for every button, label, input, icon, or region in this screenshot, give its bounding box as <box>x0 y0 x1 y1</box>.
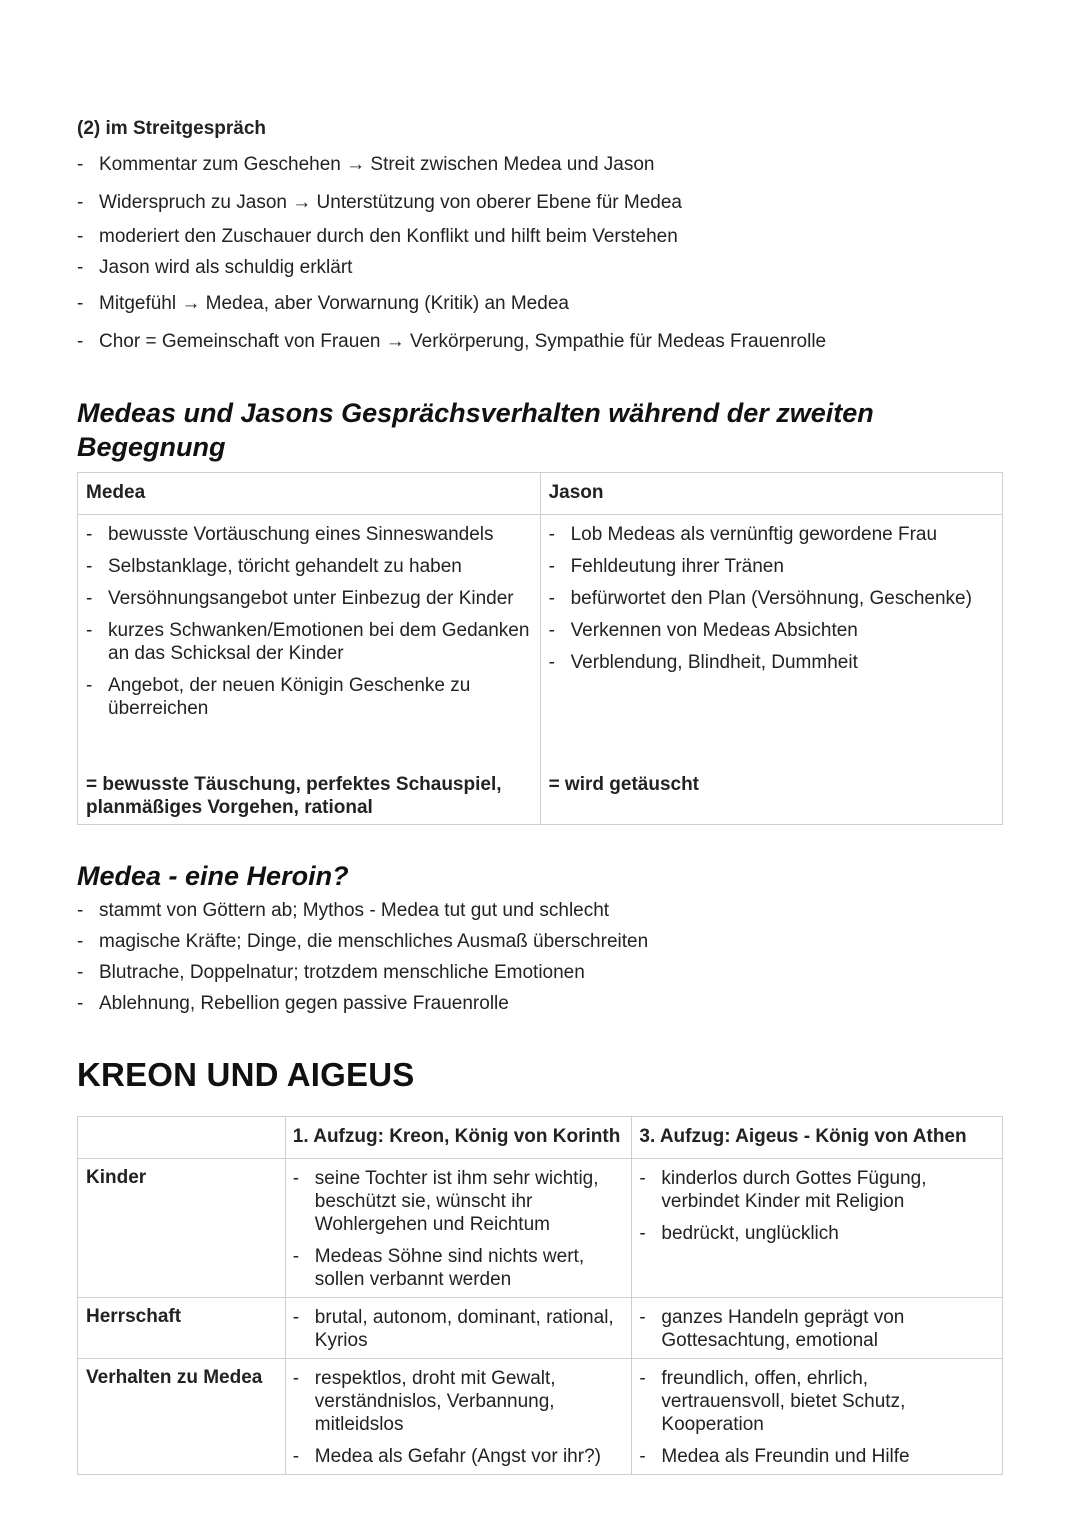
empty-header-cell <box>78 1117 286 1159</box>
list-item: - Blutrache, Doppelnatur; trotzdem menschliche Emotionen <box>77 961 977 984</box>
aigeus-kinder-list <box>639 1167 995 1245</box>
kreon-herrschaft-list <box>293 1306 625 1352</box>
list-item: - kinderlos durch Gottes Fügung, verbindet Kinder mit Religion <box>639 1167 995 1213</box>
list-item: - Verkennen von Medeas Absichten <box>549 619 994 642</box>
medea-list <box>86 523 532 720</box>
list-item: - Fehldeutung ihrer Tränen <box>549 555 994 578</box>
aigeus-herrschaft-cell <box>632 1298 1003 1359</box>
gespraech-heading: Medeas und Jasons Gesprächsverhalten während der zweiten Begegnung <box>77 398 874 462</box>
list-item: - seine Tochter ist ihm sehr wichtig, beschützt sie, wünscht ihr Wohlergehen und Reichtum <box>293 1167 625 1236</box>
list-item: - Jason wird als schuldig erklärt <box>77 256 977 279</box>
kreon-kinder-cell <box>285 1159 632 1298</box>
jason-summary: = wird getäuscht <box>548 774 700 795</box>
list-item: - Angebot, der neuen Königin Geschenke zu überreichen <box>86 674 532 720</box>
list-item: - kurzes Schwanken/Emotionen bei dem Gedanken an das Schicksal der Kinder <box>86 619 532 665</box>
list-item: - Widerspruch zu Jason → Unterstützung von oberer Ebene für Medea <box>77 191 977 214</box>
aigeus-herrschaft-list <box>639 1306 995 1352</box>
jason-cell <box>540 515 1002 825</box>
list-item: - Medea als Freundin und Hilfe <box>639 1445 995 1468</box>
kreon-aigeus-table <box>77 1116 1003 1475</box>
medea-cell <box>78 515 541 825</box>
list-item: - brutal, autonom, dominant, rational, Kyrios <box>293 1306 625 1352</box>
kreon-herrschaft-cell <box>285 1298 632 1359</box>
column-header-kreon: 1. Aufzug: Kreon, König von Korinth <box>285 1117 632 1159</box>
list-item: - ganzes Handeln geprägt von Gottesachtung, emotional <box>639 1306 995 1352</box>
row-label-herrschaft: Herrschaft <box>78 1298 286 1359</box>
aigeus-kinder-cell <box>632 1159 1003 1298</box>
list-item: - respektlos, droht mit Gewalt, verständnislos, Verbannung, mitleidslos <box>293 1367 625 1436</box>
list-item: - stammt von Göttern ab; Mythos - Medea tut gut und schlecht <box>77 899 977 922</box>
streit-heading: (2) im Streitgespräch <box>77 118 266 139</box>
list-item: - Ablehnung, Rebellion gegen passive Frauenrolle <box>77 992 977 1015</box>
list-item: - bedrückt, unglücklich <box>639 1222 995 1245</box>
column-header-medea: Medea <box>78 473 541 515</box>
list-item: - Mitgefühl → Medea, aber Vorwarnung (Kritik) an Medea <box>77 292 977 315</box>
list-item: - Versöhnungsangebot unter Einbezug der Kinder <box>86 587 532 610</box>
kreon-verhalten-list <box>293 1367 625 1468</box>
kreon-aigeus-heading: KREON UND AIGEUS <box>77 1056 415 1093</box>
list-item: - freundlich, offen, ehrlich, vertrauensvoll, bietet Schutz, Kooperation <box>639 1367 995 1436</box>
list-item: - befürwortet den Plan (Versöhnung, Geschenke) <box>549 587 994 610</box>
row-label-kinder: Kinder <box>78 1159 286 1298</box>
streit-list <box>77 153 977 353</box>
list-item: - bewusste Vortäuschung eines Sinneswandels <box>86 523 532 546</box>
column-header-aigeus: 3. Aufzug: Aigeus - König von Athen <box>632 1117 1003 1159</box>
aigeus-verhalten-cell <box>632 1359 1003 1475</box>
list-item: - Verblendung, Blindheit, Dummheit <box>549 651 994 674</box>
heroin-heading: Medea - eine Heroin? <box>77 861 349 891</box>
list-item: - magische Kräfte; Dinge, die menschliches Ausmaß überschreiten <box>77 930 977 953</box>
column-header-jason: Jason <box>540 473 1002 515</box>
heroin-list <box>77 899 977 1023</box>
list-item: - Selbstanklage, töricht gehandelt zu haben <box>86 555 532 578</box>
kreon-kinder-list <box>293 1167 625 1291</box>
list-item: - Medea als Gefahr (Angst vor ihr?) <box>293 1445 625 1468</box>
list-item: - Kommentar zum Geschehen → Streit zwischen Medea und Jason <box>77 153 977 176</box>
list-item: - moderiert den Zuschauer durch den Konflikt und hilft beim Verstehen <box>77 225 977 248</box>
medea-summary: = bewusste Täuschung, perfektes Schauspiel, planmäßiges Vorgehen, rational <box>86 774 502 818</box>
aigeus-verhalten-list <box>639 1367 995 1468</box>
list-item: - Medeas Söhne sind nichts wert, sollen verbannt werden <box>293 1245 625 1291</box>
jason-list <box>549 523 994 674</box>
kreon-verhalten-cell <box>285 1359 632 1475</box>
list-item: - Lob Medeas als vernünftig gewordene Frau <box>549 523 994 546</box>
list-item: - Chor = Gemeinschaft von Frauen → Verkörperung, Sympathie für Medeas Frauenrolle <box>77 330 977 353</box>
row-label-verhalten: Verhalten zu Medea <box>78 1359 286 1475</box>
gespraech-table <box>77 472 1003 825</box>
